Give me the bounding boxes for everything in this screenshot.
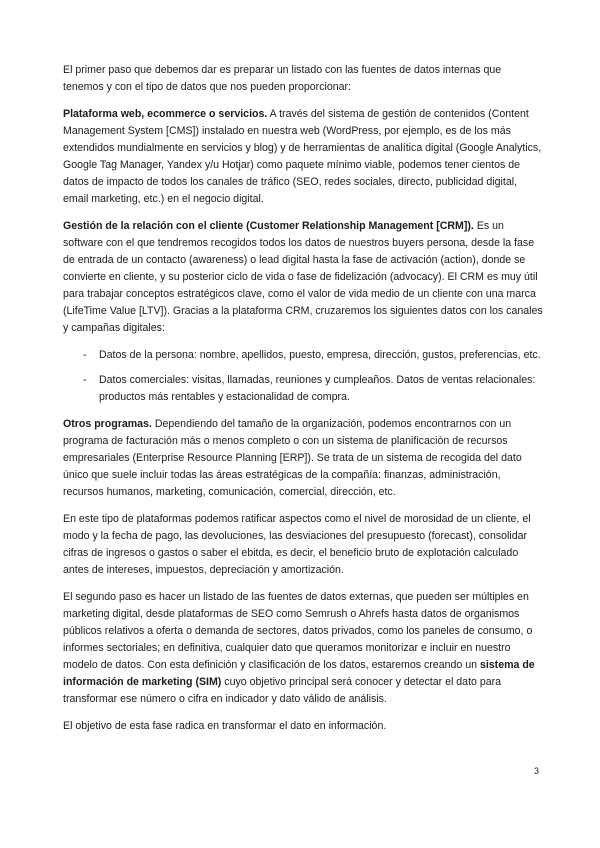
external-sources-text-before: El segundo paso es hacer un listado de las fuentes de datos externas, que pueden ser múltiples en marketing digital, desde plataformas de SEO como Semrush o Ahrefs hasta datos de organismos públicos relativos a oferta o demanda de sectores, datos privados, como los paneles de consumo, o informes sectoriales; en definitiva, cualquier dato que queramos monitorizar e incluir en nuestro modelo de datos. Con esta definición y clasificación de los datos, estaremos creando un — [63, 591, 533, 671]
other-programs-heading: Otros programas. — [63, 418, 152, 430]
web-platform-paragraph — [63, 106, 543, 208]
other-programs-paragraph — [63, 416, 543, 501]
list-item — [63, 347, 543, 364]
crm-data-list — [63, 347, 543, 406]
list-item — [63, 372, 543, 406]
platforms-paragraph: En este tipo de plataformas podemos ratificar aspectos como el nivel de morosidad de un cliente, el modo y la fecha de pago, las devoluciones, las desviaciones del presupuesto (forecast), consolidar cifras de ingresos o gastos o saber el ebitda, es decir, el beneficio bruto de explotación calculado antes de intereses, impuestos, depreciación y amortización. — [63, 513, 531, 576]
web-platform-heading: Plataforma web, ecommerce o servicios. — [63, 108, 268, 120]
list-dash: - — [83, 349, 87, 361]
intro-paragraph: El primer paso que debemos dar es preparar un listado con las fuentes de datos internas que tenemos y con el tipo de datos que nos pueden proporcionar: — [63, 64, 502, 93]
page-number: 3 — [534, 766, 540, 776]
list-item-text: Datos comerciales: visitas, llamadas, reuniones y cumpleaños. Datos de ventas relacionales: productos más rentables y estacionalidad de compra. — [99, 374, 536, 403]
objective-paragraph: El objetivo de esta fase radica en transformar el dato en información. — [63, 720, 387, 732]
crm-paragraph — [63, 218, 543, 337]
external-sources-text-after: cuyo objetivo principal será conocer y detectar el dato para transformar ese número o cifra en indicador y dato válido de análisis. — [63, 676, 502, 705]
sim-term: sistema de información de marketing (SIM) — [63, 659, 535, 688]
external-sources-paragraph — [63, 589, 543, 708]
crm-text: Es un software con el que tendremos recogidos todos los datos de nuestros buyers persona, desde la fase de entrada de un contacto (awareness) o lead digital hasta la fase de activación (action), donde se convierte en cliente, y su posterior ciclo de vida o fase de fidelización (advocacy). El CRM es muy útil para trabajar conceptos estratégicos clave, como el valor de vida medio de un cliente con una marca (LifeTime Value [LTV]). Gracias a la plataforma CRM, cruzaremos los siguientes datos con los canales y campañas digitales: — [63, 220, 543, 334]
other-programs-text: Dependiendo del tamaño de la organización, podemos encontrarnos con un programa de facturación más o menos completo o con un sistema de planificación de recursos empresariales (Enterprise Resource Planning [ERP]). Se trata de un sistema de recogida del dato único que suele incluir todas las áreas estratégicas de la compañía: finanzas, administración, recursos humanos, marketing, comunicación, comercial, dirección, etc. — [63, 418, 522, 498]
web-platform-text: A través del sistema de gestión de contenidos (Content Management System [CMS]) instalado en nuestra web (WordPress, por ejemplo, es de los más extendidos mundialmente en servicios y blog) y de herramientas de analítica digital (Google Analytics, Google Tag Manager, Yandex y/u Hotjar) como paquete mínimo viable, podemos tener cientos de datos de impacto de todos los canales de tráfico (SEO, redes sociales, directo, publicidad digital, email marketing, etc.) en el negocio digital. — [63, 108, 542, 205]
list-dash: - — [83, 374, 87, 386]
crm-heading: Gestión de la relación con el cliente (Customer Relationship Management [CRM]). — [63, 220, 474, 232]
page-body — [63, 62, 543, 745]
list-item-text: Datos de la persona: nombre, apellidos, puesto, empresa, dirección, gustos, preferencias, etc. — [99, 349, 541, 361]
